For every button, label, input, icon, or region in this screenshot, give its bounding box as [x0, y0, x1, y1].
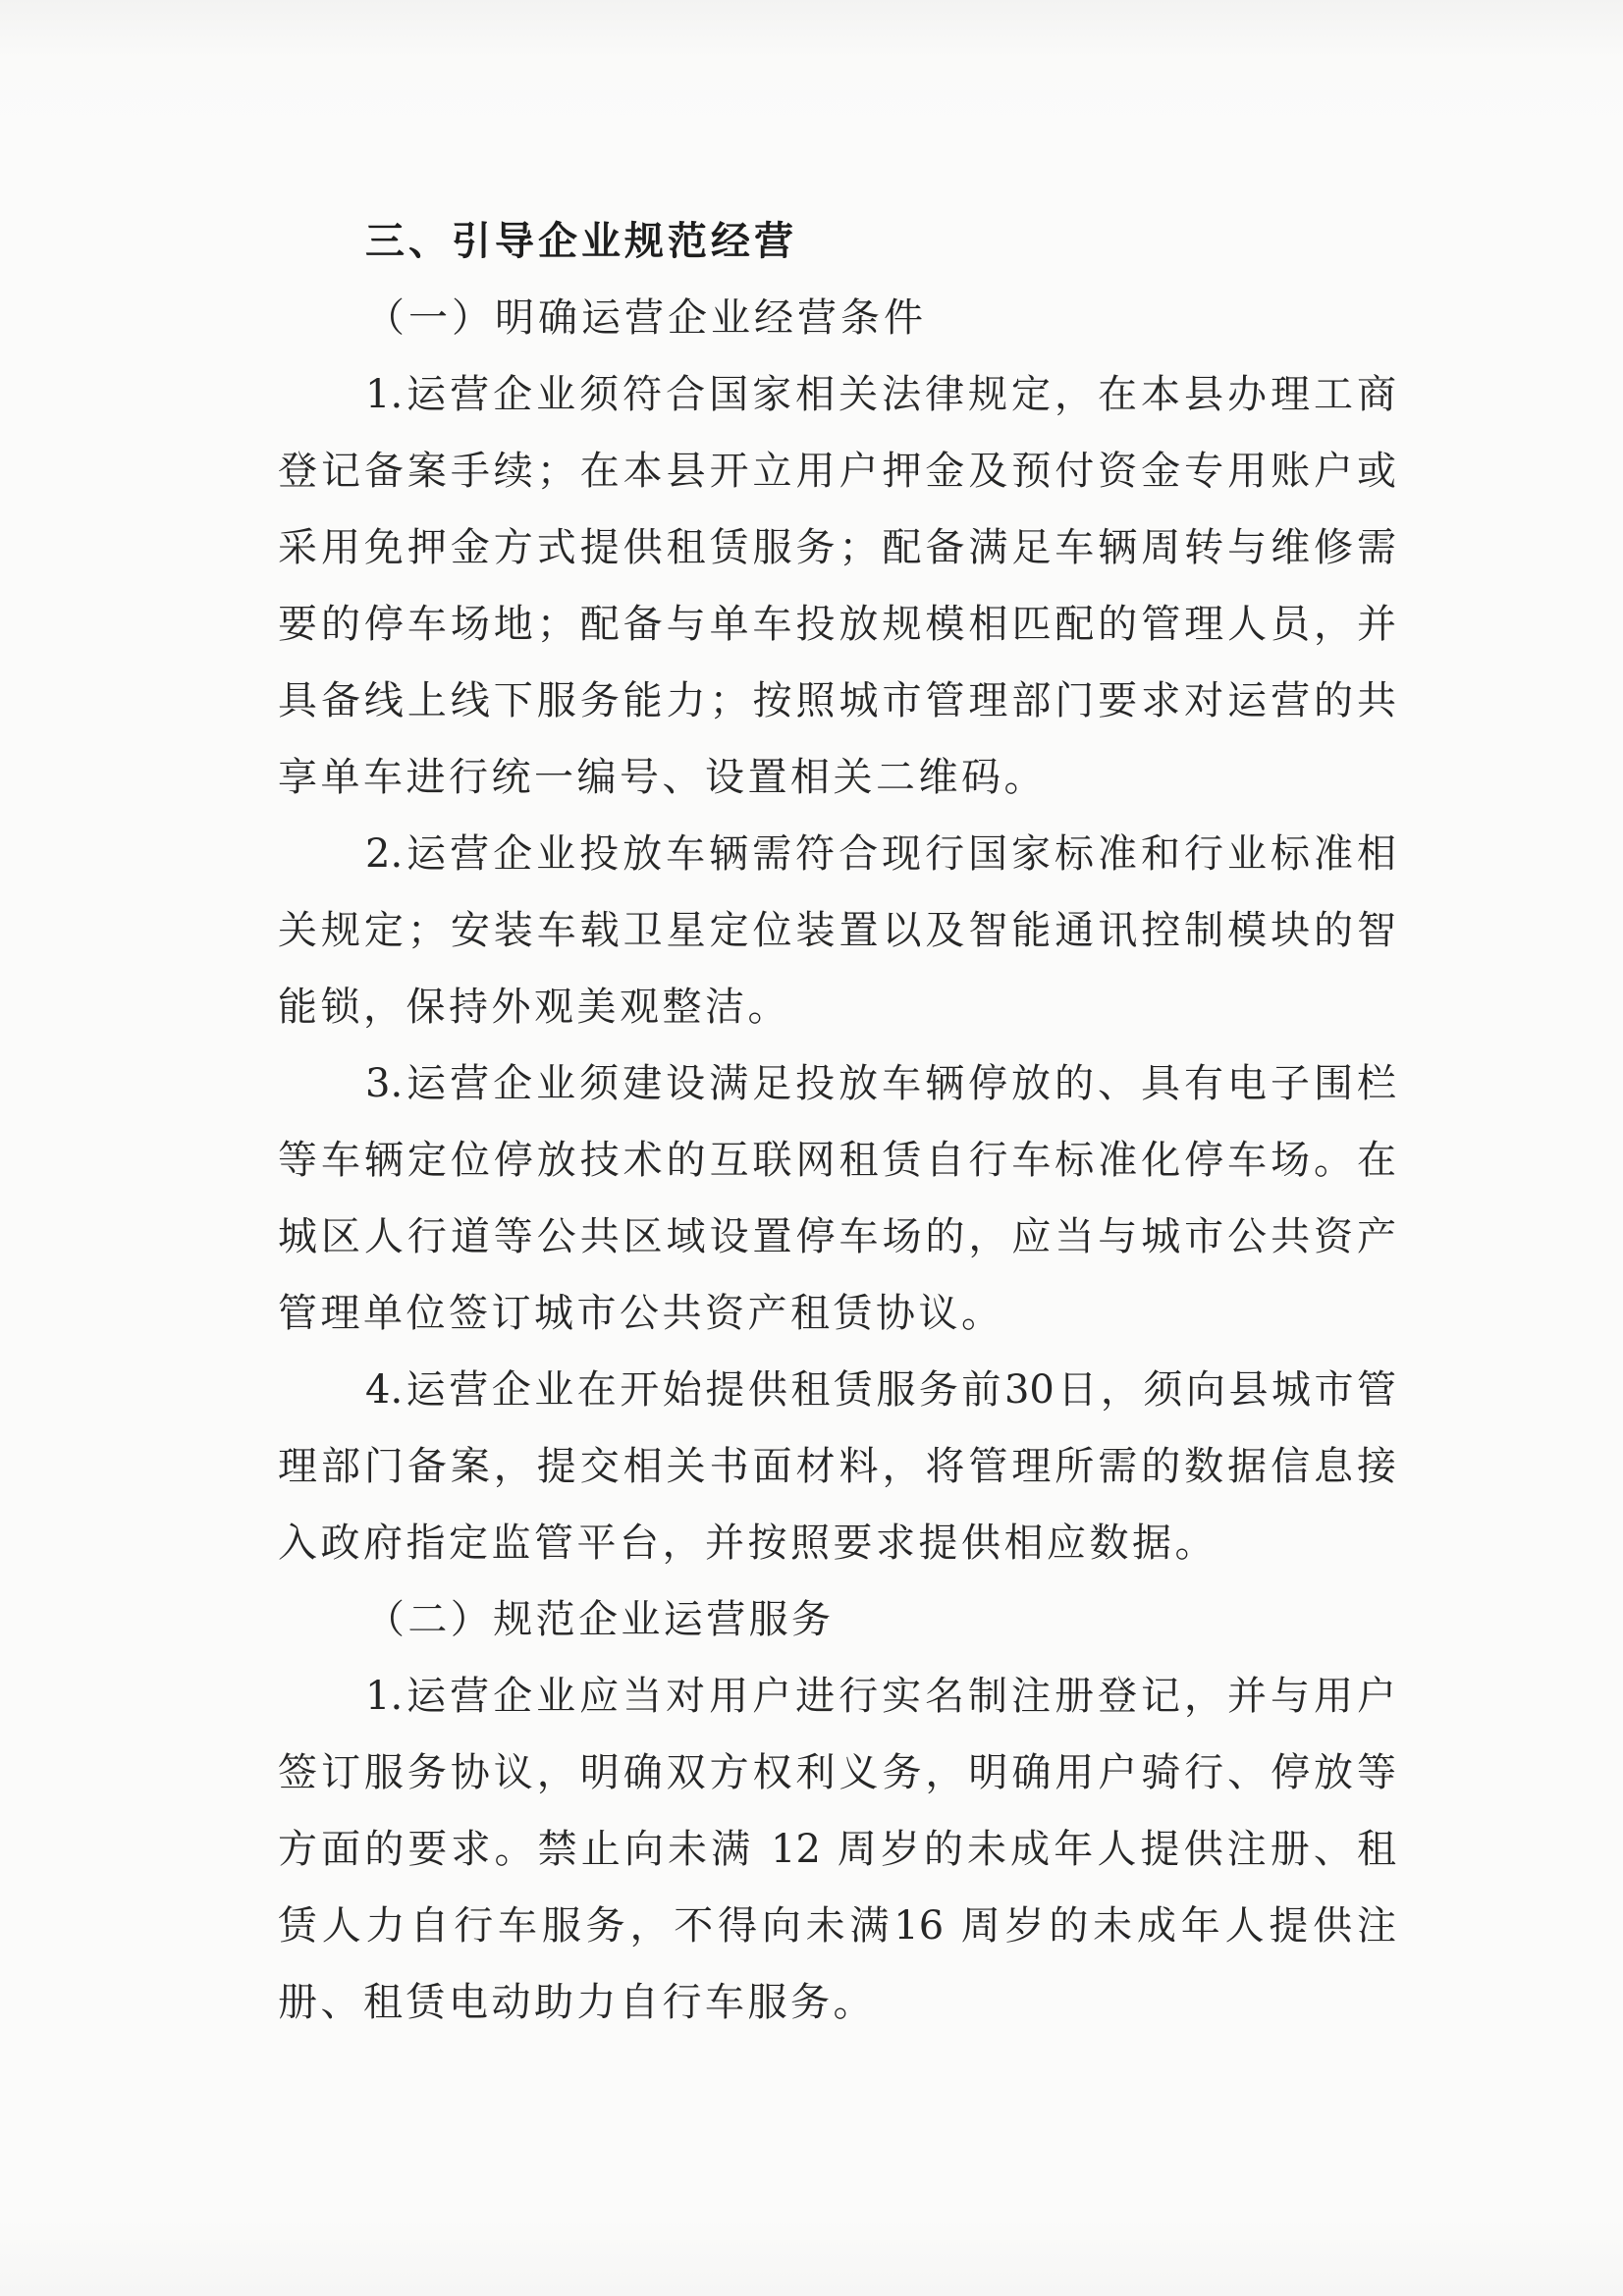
- paragraph: [278, 1352, 1396, 1581]
- paragraph-line: 赁人力自行车服务，不得向未满16 周岁的未成年人提供注: [278, 1903, 1396, 1949]
- paragraph-line: 签订服务协议，明确双方权利义务，明确用户骑行、停放等: [278, 1750, 1396, 1795]
- paragraph-line: 3.运营企业须建设满足投放车辆停放的、具有电子围栏: [365, 1061, 1396, 1106]
- paragraph-line: 城区人行道等公共区域设置停车场的，应当与城市公共资产: [278, 1214, 1396, 1259]
- paragraph-line: 登记备案手续；在本县开立用户押金及预付资金专用账户或: [278, 449, 1396, 494]
- paragraph-line: 能锁，保持外观美观整洁。: [278, 985, 790, 1030]
- paragraph-line: 等车辆定位停放技术的互联网租赁自行车标准化停车场。在: [278, 1138, 1396, 1183]
- paragraph: [278, 1045, 1396, 1352]
- paragraph-line: 册、租赁电动助力自行车服务。: [278, 1980, 876, 2025]
- subsection-heading: （二）规范企业运营服务: [365, 1597, 835, 1642]
- paragraph: [278, 816, 1396, 1045]
- paragraph-line: 理部门备案，提交相关书面材料，将管理所需的数据信息接: [278, 1444, 1396, 1489]
- paragraph-line: 要的停车场地；配备与单车投放规模相匹配的管理人员，并: [278, 602, 1396, 647]
- paragraph-line: 方面的要求。禁止向未满 12 周岁的未成年人提供注册、租: [278, 1827, 1396, 1872]
- paragraph-line: 采用免押金方式提供租赁服务；配备满足车辆周转与维修需: [278, 525, 1396, 570]
- section-heading: 三、引导企业规范经营: [365, 219, 797, 264]
- paragraph-line: 1.运营企业应当对用户进行实名制注册登记，并与用户: [365, 1674, 1396, 1719]
- paragraph: [278, 356, 1396, 816]
- paragraph-line: 入政府指定监管平台，并按照要求提供相应数据。: [278, 1521, 1217, 1566]
- paragraph-line: 享单车进行统一编号、设置相关二维码。: [278, 755, 1047, 800]
- paragraph-line: 具备线上线下服务能力；按照城市管理部门要求对运营的共: [278, 678, 1396, 723]
- subsection-heading: （一）明确运营企业经营条件: [365, 295, 927, 341]
- paragraph-line: 关规定；安装车载卫星定位装置以及智能通讯控制模块的智: [278, 908, 1396, 953]
- paragraph-line: 2.运营企业投放车辆需符合现行国家标准和行业标准相: [365, 831, 1396, 877]
- paragraph-line: 1.运营企业须符合国家相关法律规定，在本县办理工商: [365, 372, 1396, 417]
- paragraph-line: 4.运营企业在开始提供租赁服务前30日，须向县城市管: [365, 1367, 1396, 1413]
- paragraph-line: 管理单位签订城市公共资产租赁协议。: [278, 1291, 1004, 1336]
- document-body: [278, 203, 1396, 2041]
- paragraph: [278, 1658, 1396, 2041]
